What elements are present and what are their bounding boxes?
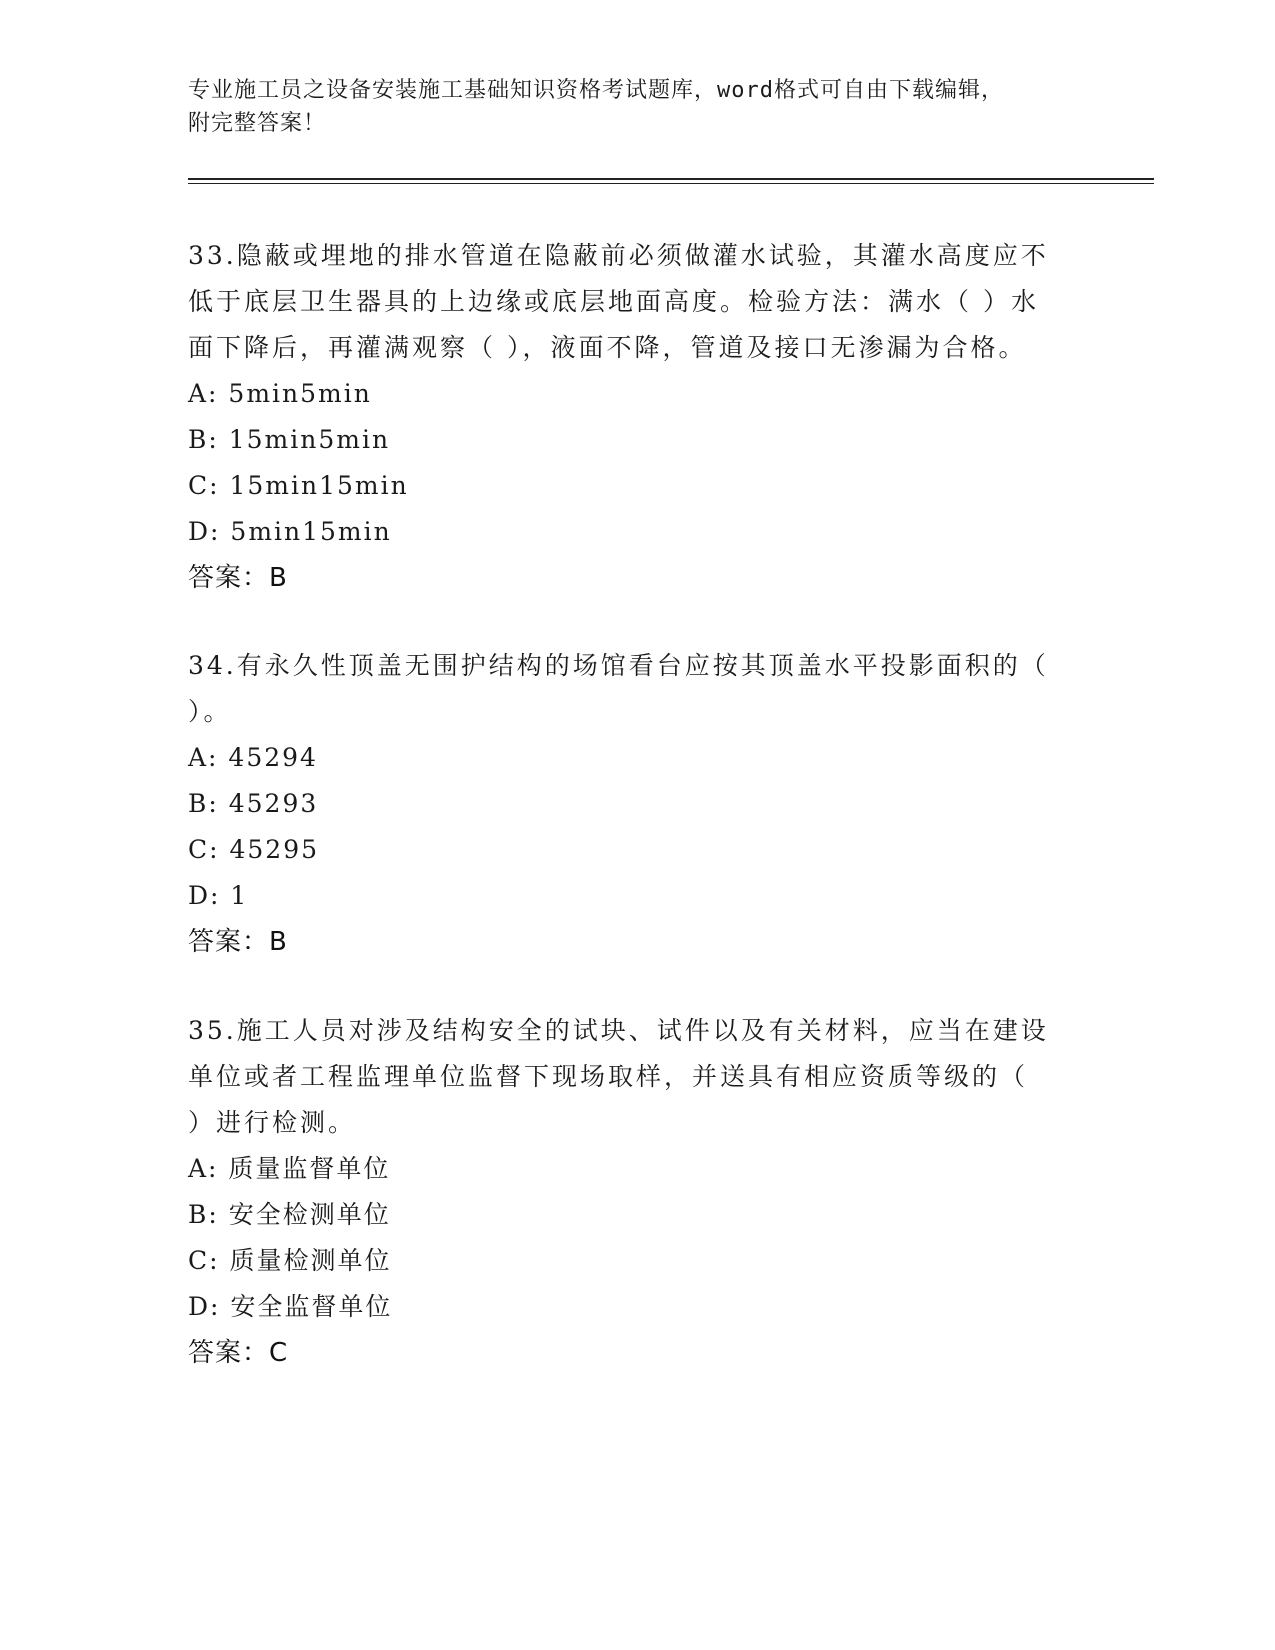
option-c: C: 质量检测单位	[188, 1246, 392, 1275]
option-d: D: 安全监督单位	[188, 1292, 393, 1321]
answer: 答案：B	[188, 563, 288, 593]
question-35	[188, 1008, 1068, 1376]
stem-line: 低于底层卫生器具的上边缘或底层地面高度。检验方法：满水（ ）水	[188, 287, 1039, 316]
question-33	[188, 233, 1068, 601]
question-34	[188, 643, 1068, 965]
stem-line: ）进行检测。	[188, 1108, 357, 1137]
stem-line: 33.隐蔽或埋地的排水管道在隐蔽前必须做灌水试验，其灌水高度应不	[188, 241, 1049, 270]
question-stem	[188, 643, 1068, 735]
stem-line: 34.有永久性顶盖无围护结构的场馆看台应按其顶盖水平投影面积的（	[188, 651, 1049, 680]
option-b: B: 15min5min	[188, 425, 391, 454]
document-header	[188, 74, 1088, 140]
stem-line: 面下降后，再灌满观察（ ），液面不降，管道及接口无渗漏为合格。	[188, 333, 1027, 362]
stem-line: 35.施工人员对涉及结构安全的试块、试件以及有关材料，应当在建设	[188, 1016, 1049, 1045]
answer: 答案：C	[188, 1338, 289, 1368]
option-a: A: 质量监督单位	[188, 1154, 391, 1183]
option-b: B: 45293	[188, 789, 319, 818]
header-divider	[188, 178, 1154, 184]
option-a: A: 5min5min	[188, 379, 372, 408]
answer: 答案：B	[188, 927, 288, 957]
option-a: A: 45294	[188, 743, 318, 772]
question-stem	[188, 1008, 1068, 1146]
header-line-2: 附完整答案！	[188, 111, 327, 136]
option-b: B: 安全检测单位	[188, 1200, 391, 1229]
stem-line: 单位或者工程监理单位监督下现场取样，并送具有相应资质等级的（	[188, 1062, 1029, 1091]
option-d: D: 5min15min	[188, 517, 392, 546]
header-line-1: 专业施工员之设备安装施工基础知识资格考试题库，word格式可自由下载编辑，	[188, 78, 1004, 103]
question-stem	[188, 233, 1068, 371]
option-c: C: 45295	[188, 835, 320, 864]
option-c: C: 15min15min	[188, 471, 409, 500]
option-d: D: 1	[188, 881, 249, 910]
stem-line: ）。	[188, 697, 232, 726]
